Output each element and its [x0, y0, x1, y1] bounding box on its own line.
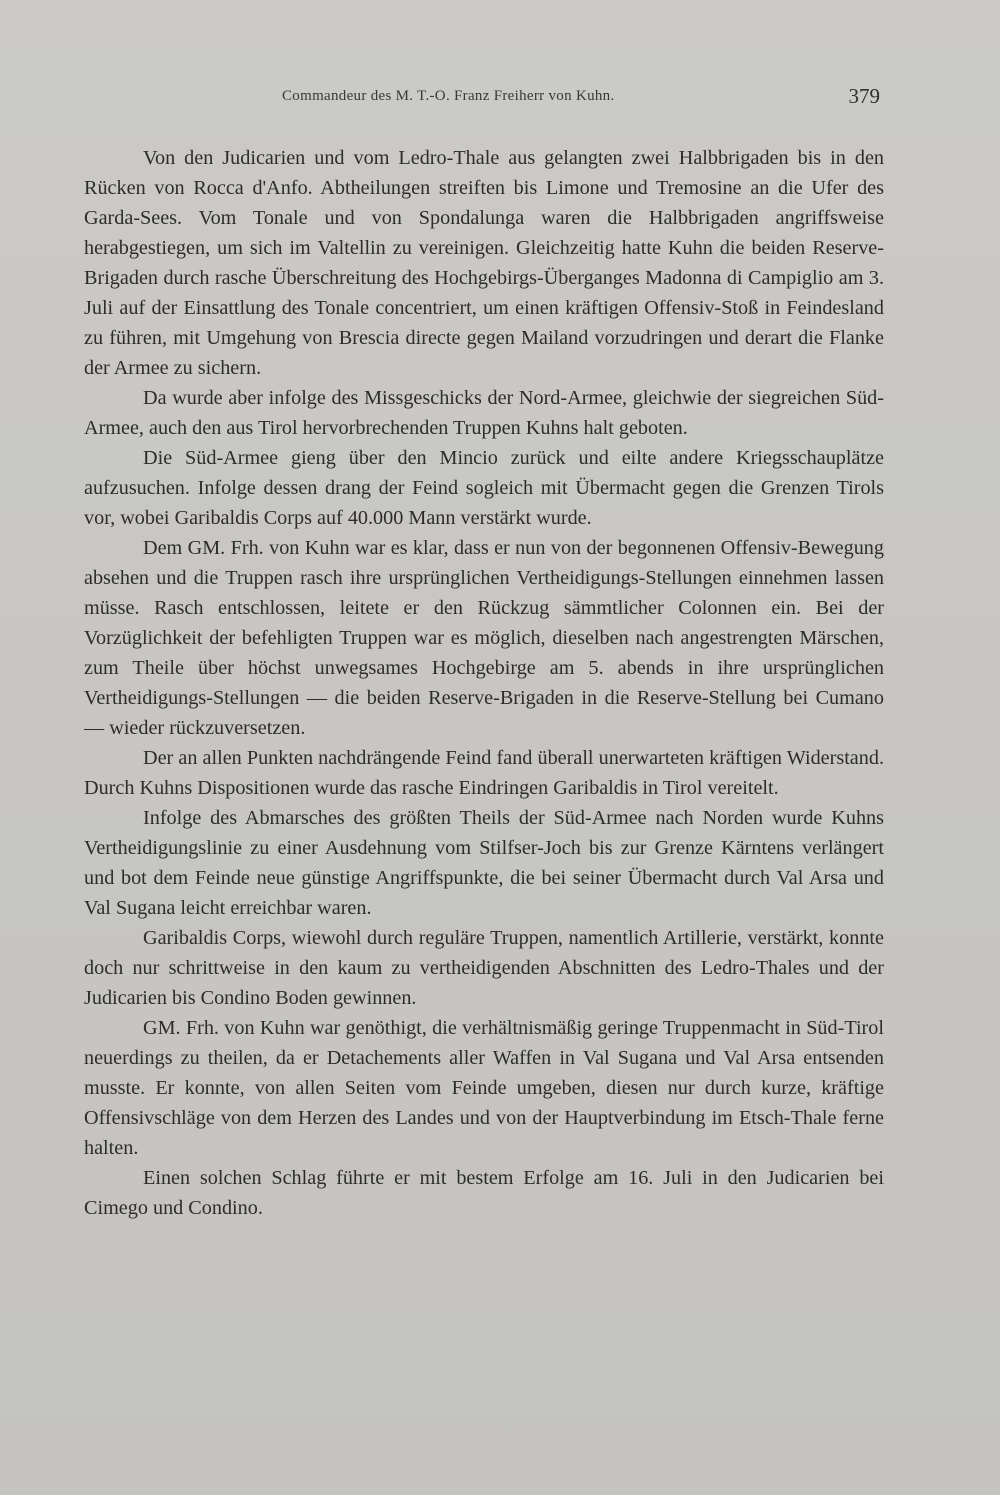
- paragraph: Die Süd-Armee gieng über den Mincio zurück und eilte andere Kriegsschauplätze aufzusuchen. Infolge dessen drang der Feind sogleich mit Übermacht gegen die Grenzen Tirols vor, wobei Garibaldis Corps auf 40.000 Mann verstärkt wurde.: [84, 447, 884, 529]
- paragraph: Der an allen Punkten nachdrängende Feind fand überall unerwarteten kräftigen Widerstand. Durch Kuhns Dispositionen wurde das rasche Eindringen Garibaldis in Tirol vereitelt.: [84, 747, 884, 799]
- paragraph: GM. Frh. von Kuhn war genöthigt, die verhältnismäßig geringe Truppenmacht in Süd-Tirol neuerdings zu theilen, da er Detachements aller Waffen in Val Sugana und Val Arsa entsenden musste. Er konnte, von allen Seiten vom Feinde umgeben, diesen nur durch kurze, kräftige Offensivschläge von dem Herzen des Landes und von der Hauptverbindung im Etsch-Thale ferne halten.: [84, 1017, 884, 1159]
- running-head: [84, 84, 880, 118]
- paragraph: Von den Judicarien und vom Ledro-Thale aus gelangten zwei Halbbrigaden bis in den Rücken von Rocca d'Anfo. Abtheilungen streiften bis Limone und Tremosine an die Ufer des Garda-Sees. Vom Tonale und von Spondalunga waren die Halbbrigaden angriffsweise herabgestiegen, um sich im Valtellin zu vereinigen. Gleichzeitig hatte Kuhn die beiden Reserve-Brigaden durch rasche Überschreitung des Hochgebirgs-Überganges Madonna di Campiglio am 3. Juli auf der Einsattlung des Tonale concentriert, um einen kräftigen Offensiv-Stoß in Feindesland zu führen, mit Umgehung von Brescia directe gegen Mailand vorzudringen und derart die Flanke der Armee zu sichern.: [84, 147, 884, 379]
- paragraph: Einen solchen Schlag führte er mit bestem Erfolge am 16. Juli in den Judicarien bei Cimego und Condino.: [84, 1167, 884, 1219]
- paragraph: Da wurde aber infolge des Missgeschicks der Nord-Armee, gleichwie der siegreichen Süd-Armee, auch den aus Tirol hervorbrechenden Truppen Kuhns halt geboten.: [84, 387, 884, 439]
- paragraph: Infolge des Abmarsches des größten Theils der Süd-Armee nach Norden wurde Kuhns Vertheidigungslinie zu einer Ausdehnung vom Stilfser-Joch bis zur Grenze Kärntens verlängert und bot dem Feinde neue günstige Angriffspunkte, die bei seiner Übermacht durch Val Arsa und Val Sugana leicht erreichbar waren.: [84, 807, 884, 919]
- paragraph: Garibaldis Corps, wiewohl durch reguläre Truppen, namentlich Artillerie, verstärkt, konnte doch nur schrittweise in den kaum zu vertheidigenden Abschnitten des Ledro-Thales und der Judicarien bis Condino Boden gewinnen.: [84, 927, 884, 1009]
- body-text: [84, 143, 884, 1223]
- running-title: Commandeur des M. T.-O. Franz Freiherr von Kuhn.: [282, 88, 615, 104]
- paragraph: Dem GM. Frh. von Kuhn war es klar, dass er nun von der begonnenen Offensiv-Bewegung absehen und die Truppen rasch ihre ursprünglichen Vertheidigungs-Stellungen einnehmen lassen müsse. Rasch entschlossen, leitete er den Rückzug sämmtlicher Colonnen ein. Bei der Vorzüglichkeit der befehligten Truppen war es möglich, dieselben nach angestrengten Märschen, zum Theile über höchst unwegsames Hochgebirge am 5. abends in ihre ursprünglichen Vertheidigungs-Stellungen — die beiden Reserve-Brigaden in die Reserve-Stellung bei Cumano — wieder rückzuversetzen.: [84, 537, 884, 739]
- page-number: 379: [848, 84, 880, 108]
